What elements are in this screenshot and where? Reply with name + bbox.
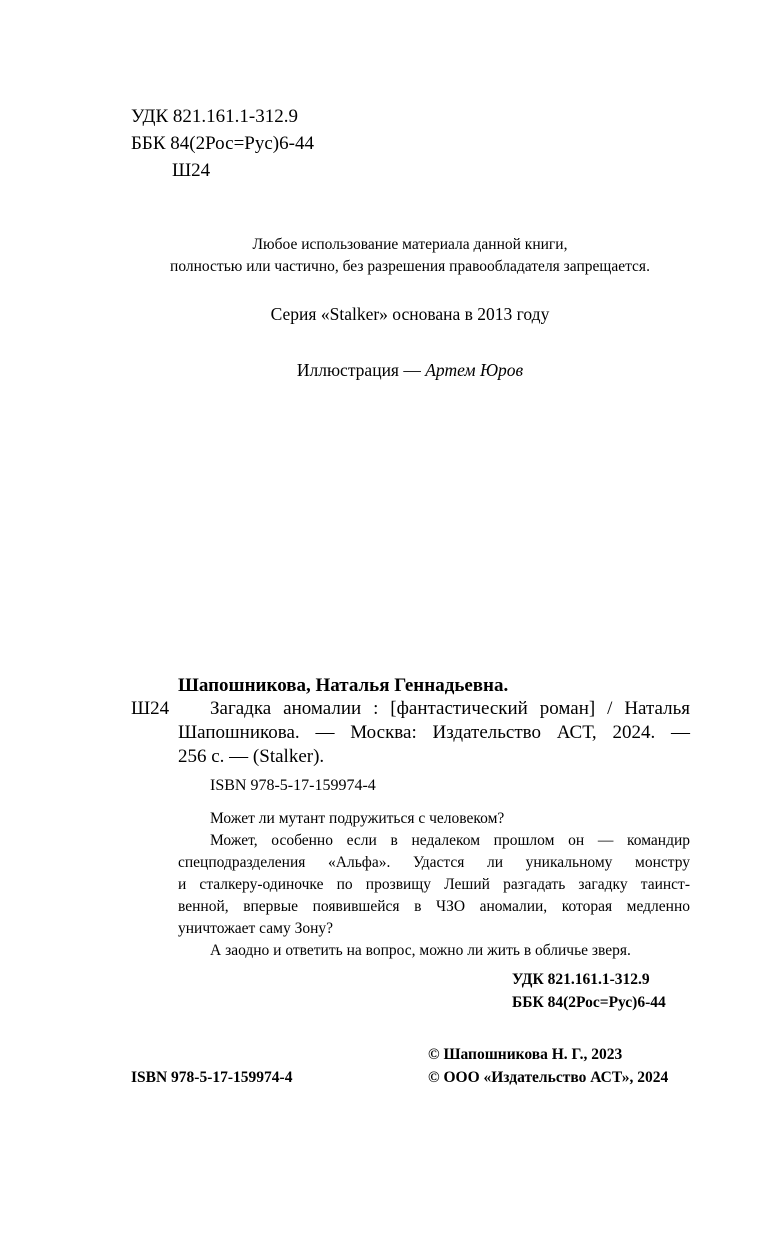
footer-bbk: ББК 84(2Рос=Рус)6-44 [512, 994, 666, 1011]
card-line-2: Шапошникова. — Москва: Издательство АСТ, 2024. — [178, 722, 690, 743]
rights-notice-line-1: Любое использование материала данной книги, [252, 236, 568, 253]
illustration-label: Иллюстрация — [296, 360, 426, 380]
annotation-line: венной, впервые появившейся в ЧЗО аномалии, которая медленно [178, 898, 690, 915]
annotation-line: уничтожает саму Зону? [178, 920, 334, 937]
annotation-closing: А заодно и ответить на вопрос, можно ли жить в обличье зверя. [210, 942, 631, 959]
author-mark: Ш24 [172, 160, 211, 181]
udk-code: УДК 821.161.1-312.9 [131, 106, 298, 127]
card-author: Шапошникова, Наталья Геннадьевна. [178, 675, 509, 696]
footer-udk: УДК 821.161.1-312.9 [512, 971, 650, 988]
annotation-line: и сталкеру-одиночке по прозвищу Леший разгадать загадку таинст- [178, 876, 690, 893]
annotation-line: Может, особенно если в недалеком прошлом он — командир [210, 832, 690, 849]
annotation-question: Может ли мутант подружиться с человеком? [210, 810, 505, 827]
illustration-credit [0, 360, 768, 381]
rights-notice-line-2: полностью или частично, без разрешения правообладателя запрещается. [170, 258, 650, 275]
annotation-line: спецподразделения «Альфа». Удастся ли уникальному монстру [178, 854, 690, 871]
copyright-publisher: © ООО «Издательство АСТ», 2024 [428, 1069, 669, 1086]
card-line-1: Загадка аномалии : [фантастический роман] / Наталья [210, 698, 690, 719]
card-isbn: ISBN 978-5-17-159974-4 [210, 777, 376, 794]
copyright-author: © Шапошникова Н. Г., 2023 [428, 1046, 623, 1063]
card-line-3: 256 с. — (Stalker). [178, 746, 325, 767]
bbk-code: ББК 84(2Рос=Рус)6-44 [131, 133, 314, 154]
card-mark: Ш24 [131, 698, 170, 719]
illustration-artist: Артем Юров [425, 360, 524, 380]
footer-isbn: ISBN 978-5-17-159974-4 [131, 1069, 293, 1086]
series-note: Серия «Stalker» основана в 2013 году [270, 304, 550, 324]
